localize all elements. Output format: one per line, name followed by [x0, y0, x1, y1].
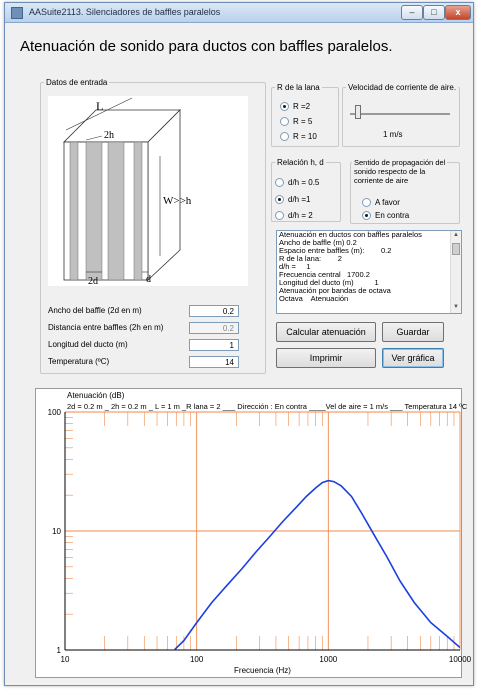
direction-option[interactable]: A favor — [362, 197, 422, 209]
baffle-diagram — [48, 96, 248, 286]
print-button[interactable]: Imprimir — [276, 348, 376, 368]
input-data-legend: Datos de entrada — [46, 78, 108, 87]
minimize-button[interactable]: – — [401, 5, 423, 20]
radio-selected-icon — [275, 195, 284, 204]
results-textbox[interactable] — [276, 230, 462, 314]
title-bar[interactable] — [5, 3, 473, 23]
diagram-label-2h: 2h — [104, 130, 114, 141]
air-speed-slider-track[interactable] — [350, 113, 450, 115]
view-chart-button[interactable]: Ver gráfica — [382, 348, 444, 368]
scroll-thumb[interactable] — [452, 243, 460, 255]
radio-selected-icon — [362, 211, 371, 220]
wool-r-legend: R de la lana — [277, 83, 320, 92]
baffle-spacing-input[interactable] — [189, 322, 239, 334]
close-button[interactable]: x — [445, 5, 471, 20]
temperature-label: Temperatura (ºC) — [48, 357, 110, 366]
radio-icon — [280, 132, 289, 141]
save-button[interactable]: Guardar — [382, 322, 444, 342]
chart-legend: 2d = 0.2 m _ 2h = 0.2 m _ L = 1 m _R lana = 2 ___ Dirección : En contra ____Vel de aire = 1 m/s ___ Temperatura 14 ºC — [67, 402, 468, 411]
y-tick-label: 10 — [52, 527, 61, 536]
attenuation-chart — [35, 388, 472, 678]
x-tick-label: 100 — [189, 655, 204, 664]
scroll-up-icon[interactable]: ▲ — [453, 232, 459, 238]
radio-icon — [362, 198, 371, 207]
x-tick-label: 10000 — [448, 655, 472, 664]
wool-r-option[interactable]: R = 5 — [280, 116, 330, 128]
ratio-option[interactable]: d/h =1 — [275, 194, 335, 206]
air-speed-legend: Velocidad de corriente de aire. — [348, 83, 457, 92]
air-speed-slider-thumb[interactable] — [355, 105, 361, 119]
ratio-legend: Relación h, d — [277, 158, 324, 167]
direction-option[interactable]: En contra — [362, 210, 422, 222]
window-title: AASuite2113. Silenciadores de baffles paralelos — [29, 7, 221, 17]
baffle-width-input[interactable] — [189, 305, 239, 317]
results-line: Longitud del ducto (m) 1 — [279, 278, 379, 287]
results-scrollbar[interactable] — [450, 231, 461, 313]
results-line: Ancho de baffle (m) 0.2 — [279, 238, 357, 247]
radio-icon — [275, 178, 284, 187]
radio-icon — [280, 117, 289, 126]
radio-selected-icon — [280, 102, 289, 111]
scroll-down-icon[interactable]: ▼ — [453, 304, 459, 310]
direction-legend: Sentido de propagación del sonido respecto de la corriente de aire — [354, 158, 446, 185]
app-icon — [11, 7, 23, 19]
x-tick-label: 10 — [60, 655, 70, 664]
results-line: Frecuencia central 1700.2 — [279, 270, 370, 279]
diagram-label-w: W>>h — [163, 195, 192, 207]
results-line: R de la lana: 2 — [279, 254, 342, 263]
results-line: d/h = 1 — [279, 262, 311, 271]
results-line: Espacio entre baffles (m): 0.2 — [279, 246, 392, 255]
y-tick-label: 1 — [56, 646, 61, 655]
results-line: Atenuación en ductos con baffles paralelos — [279, 230, 422, 239]
maximize-button[interactable]: □ — [423, 5, 445, 20]
results-line: Atenuación por bandas de octava — [279, 286, 391, 295]
temperature-input[interactable] — [189, 356, 239, 368]
results-line: Octava Atenuación — [279, 294, 349, 303]
y-tick-label: 100 — [47, 408, 61, 417]
duct-length-label: Longitud del ducto (m) — [48, 340, 128, 349]
radio-icon — [275, 211, 284, 220]
page-title: Atenuación de sonido para ductos con baffles paralelos. — [20, 38, 393, 55]
x-axis-label: Frecuencia (Hz) — [234, 666, 291, 675]
diagram-label-L: L — [96, 99, 104, 113]
baffle-width-label: Ancho del baffle (2d en m) — [48, 306, 142, 315]
diagram-label-2d: 2d — [88, 276, 98, 287]
attenuation-series-line — [163, 481, 461, 662]
wool-r-option[interactable]: R = 10 — [280, 131, 330, 143]
air-speed-value: 1 m/s — [383, 130, 403, 139]
calculate-button[interactable]: Calcular atenuación — [276, 322, 376, 342]
wool-r-option[interactable]: R =2 — [280, 101, 330, 113]
y-axis-label: Atenuación (dB) — [67, 391, 125, 400]
duct-length-input[interactable] — [189, 339, 239, 351]
ratio-option[interactable]: d/h = 2 — [275, 210, 335, 222]
diagram-label-d: d — [146, 274, 151, 285]
x-tick-label: 1000 — [319, 655, 338, 664]
ratio-option[interactable]: d/h = 0.5 — [275, 177, 335, 189]
baffle-spacing-label: Distancia entre baffles (2h en m) — [48, 323, 164, 332]
